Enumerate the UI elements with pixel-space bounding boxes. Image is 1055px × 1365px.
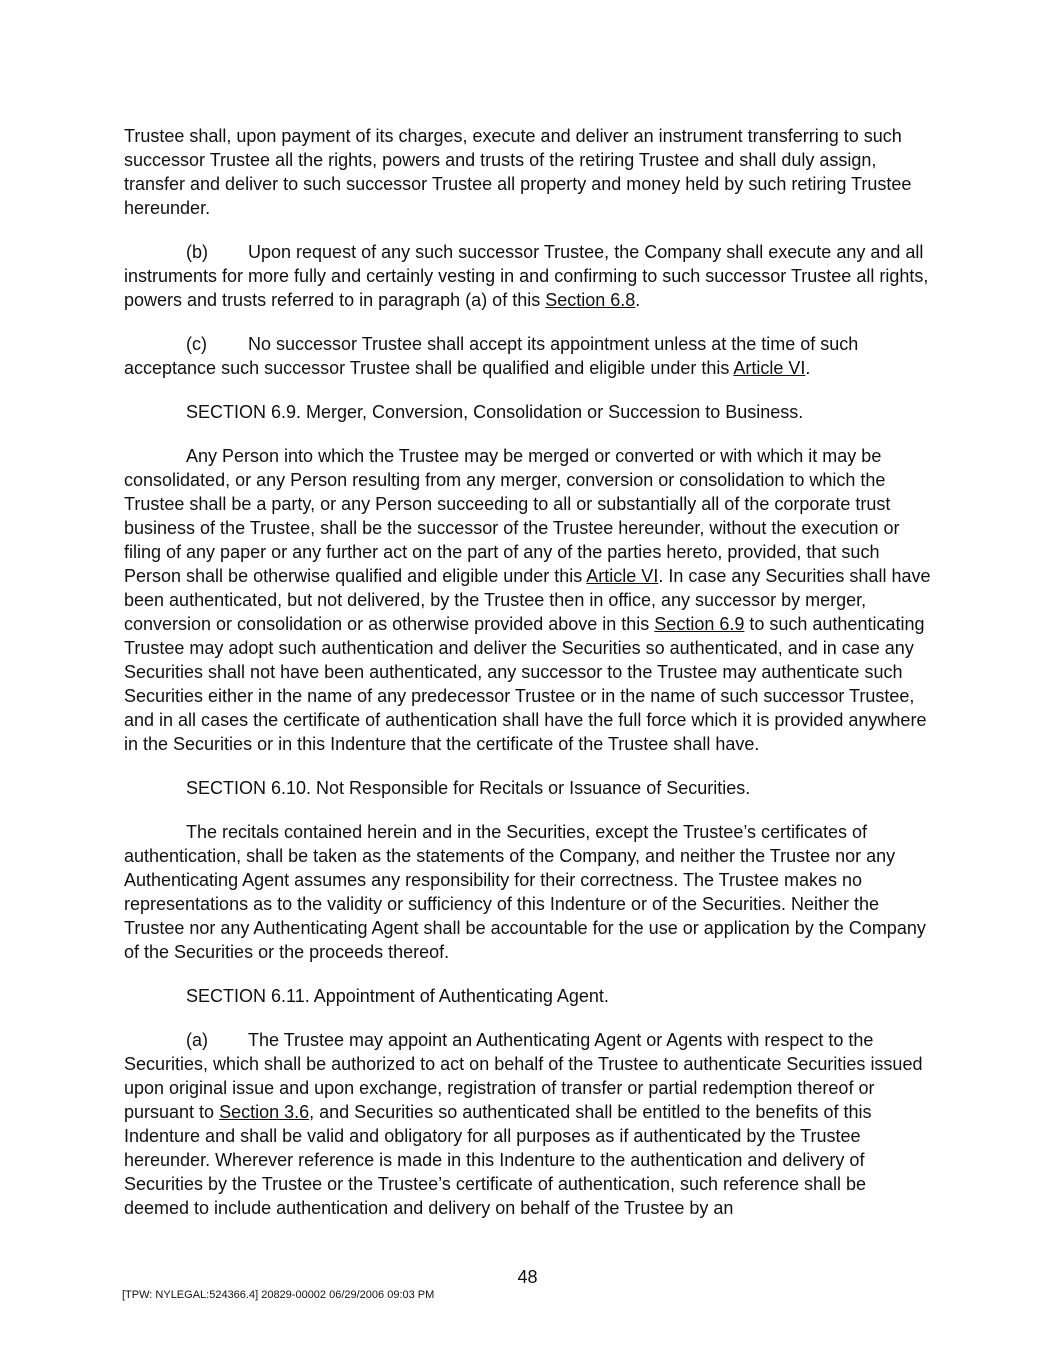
paragraph-c [124, 332, 934, 380]
paragraph-a [124, 1028, 934, 1220]
merger-text-1: Any Person into which the Trustee may be merged or converted or with which it may be consolidated, or any Person resulting from any merger, conversion or consolidation to which the Trustee shall be a party, or any Person succeeding to all or substantially all of the corporate trust business of the Trustee, shall be the successor of the Trustee hereunder, without the execution or filing of any paper or any further act on the part of any of the parties hereto, provided, that such Person shall be otherwise qualified and eligible under this [124, 446, 900, 586]
document-body [124, 124, 934, 1240]
clause-text-a: The Trustee may appoint an Authenticating Agent or Agents with respect to the Securities, which shall be authorized to act on behalf of the Trustee to authenticate Securities issued upon original issue and upon exchange, registration of transfer or partial redemption thereof or pursuant to [124, 1030, 923, 1122]
section-6-11-heading: SECTION 6.11. Appointment of Authenticating Agent. [186, 986, 609, 1006]
clause-label-c: (c) [186, 334, 207, 354]
clause-text-c-end: . [805, 358, 811, 378]
section-6-9-reference[interactable]: Section 6.9 [654, 614, 745, 634]
article-vi-reference[interactable]: Article VI [733, 358, 806, 378]
document-footer: [TPW: NYLEGAL:524366.4] 20829-00002 06/29/2006 09:03 PM [122, 1289, 435, 1301]
section-6-9-heading: SECTION 6.9. Merger, Conversion, Consolidation or Succession to Business. [186, 402, 804, 422]
paragraph-continued: Trustee shall, upon payment of its charges, execute and deliver an instrument transferring to such successor Trustee all the rights, powers and trusts of the retiring Trustee and shall duly assign, transfer and deliver to such successor Trustee all property and money held by such retiring Trustee hereunder. [124, 126, 912, 218]
clause-text-b: Upon request of any such successor Trustee, the Company shall execute any and all instruments for more fully and certainly vesting in and confirming to such successor Trustee all rights, powers and trusts referred to in paragraph (a) of this [124, 242, 929, 310]
paragraph-recitals: The recitals contained herein and in the Securities, except the Trustee’s certificates of authentication, shall be taken as the statements of the Company, and neither the Trustee nor any Authenticating Agent assumes any responsibility for their correctness. The Trustee makes no representations as to the validity or sufficiency of this Indenture or of the Securities. Neither the Trustee nor any Authenticating Agent shall be accountable for the use or application by the Company of the Securities or the proceeds thereof. [124, 822, 926, 962]
clause-label-a: (a) [186, 1030, 208, 1050]
section-6-8-reference[interactable]: Section 6.8 [545, 290, 636, 310]
section-6-10-heading: SECTION 6.10. Not Responsible for Recitals or Issuance of Securities. [186, 778, 751, 798]
clause-label-b: (b) [186, 242, 208, 262]
paragraph-b [124, 240, 934, 312]
clause-text-b-end: . [635, 290, 641, 310]
clause-text-a-end: , and Securities so authenticated shall be entitled to the benefits of this Indenture and shall be valid and obligatory for all purposes as if authenticated by the Trustee hereunder. Wherever reference is made in this Indenture to the authentication and delivery of Securities by the Trustee or the Trustee’s certificate of authentication, such reference shall be deemed to include authentication and delivery on behalf of the Trustee by an [124, 1102, 872, 1218]
section-3-6-reference[interactable]: Section 3.6 [219, 1102, 310, 1122]
clause-text-c: No successor Trustee shall accept its appointment unless at the time of such acceptance such successor Trustee shall be qualified and eligible under this [124, 334, 859, 378]
merger-text-3: to such authenticating Trustee may adopt such authentication and deliver the Securities so authenticated, and in case any Securities shall not have been authenticated, any successor to the Trustee may authenticate such Securities either in the name of any predecessor Trustee or in the name of such successor Trustee, and in all cases the certificate of authentication shall have the full force which it is provided anywhere in the Securities or in this Indenture that the certificate of the Trustee shall have. [124, 614, 927, 754]
paragraph-merger [124, 444, 934, 756]
article-vi-reference-2[interactable]: Article VI [586, 566, 659, 586]
page-number: 48 [517, 1267, 538, 1287]
merger-text-2: . In case any Securities shall have been authenticated, but not delivered, by the Trustee then in office, any successor by merger, conversion or consolidation or as otherwise provided above in this [124, 566, 931, 634]
